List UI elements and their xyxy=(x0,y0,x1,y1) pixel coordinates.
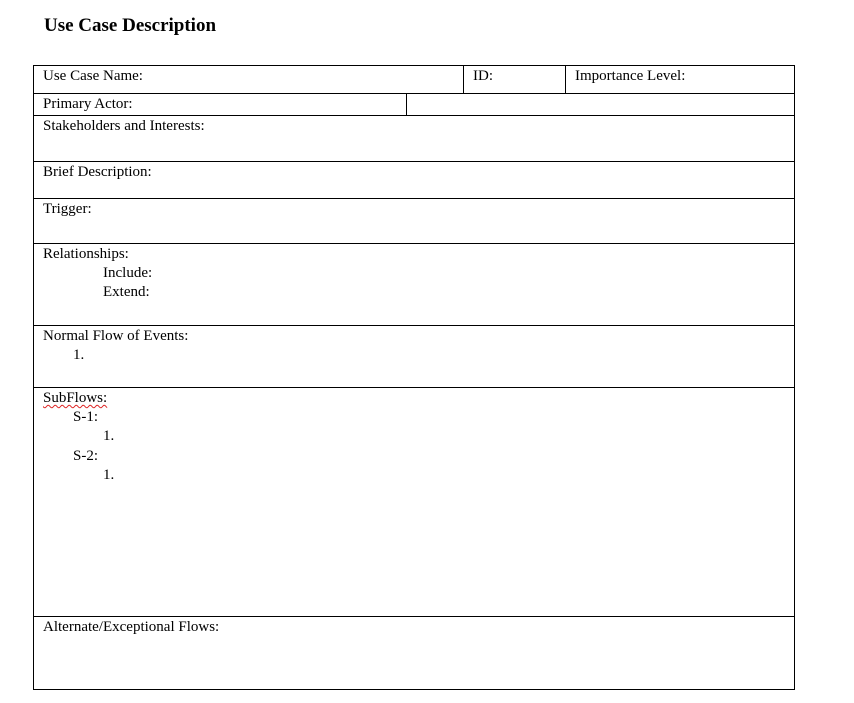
page-title: Use Case Description xyxy=(44,15,217,36)
subflow-s2-step[interactable]: 1. xyxy=(103,467,115,483)
relationships-field[interactable]: Relationships: xyxy=(43,246,129,262)
row-divider xyxy=(33,616,795,617)
use-case-name-field[interactable]: Use Case Name: xyxy=(43,68,143,84)
row-divider xyxy=(33,198,795,199)
row-divider xyxy=(33,387,795,388)
column-divider xyxy=(463,65,464,93)
include-field[interactable]: Include: xyxy=(103,265,153,281)
primary-actor-field[interactable]: Primary Actor: xyxy=(43,96,133,112)
subflow-s2-label[interactable]: S-2: xyxy=(73,448,99,464)
subflow-s1-label[interactable]: S-1: xyxy=(73,409,99,425)
brief-description-field[interactable]: Brief Description: xyxy=(43,164,152,180)
row-divider xyxy=(33,115,795,116)
trigger-field[interactable]: Trigger: xyxy=(43,201,92,217)
row-divider xyxy=(33,243,795,244)
use-case-form xyxy=(33,65,795,690)
subflow-s1-step[interactable]: 1. xyxy=(103,428,115,444)
form-border xyxy=(33,65,795,690)
subflows-field[interactable]: SubFlows: xyxy=(43,390,108,406)
normal-flow-field[interactable]: Normal Flow of Events: xyxy=(43,328,189,344)
row-divider xyxy=(33,161,795,162)
importance-level-field[interactable]: Importance Level: xyxy=(575,68,686,84)
stakeholders-field[interactable]: Stakeholders and Interests: xyxy=(43,118,205,134)
extend-field[interactable]: Extend: xyxy=(103,284,150,300)
primary-actor-value-cell[interactable] xyxy=(407,94,794,115)
alternate-flows-field[interactable]: Alternate/Exceptional Flows: xyxy=(43,619,220,635)
id-field[interactable]: ID: xyxy=(473,68,493,84)
row-divider xyxy=(33,325,795,326)
column-divider xyxy=(565,65,566,93)
normal-flow-step[interactable]: 1. xyxy=(73,347,85,363)
